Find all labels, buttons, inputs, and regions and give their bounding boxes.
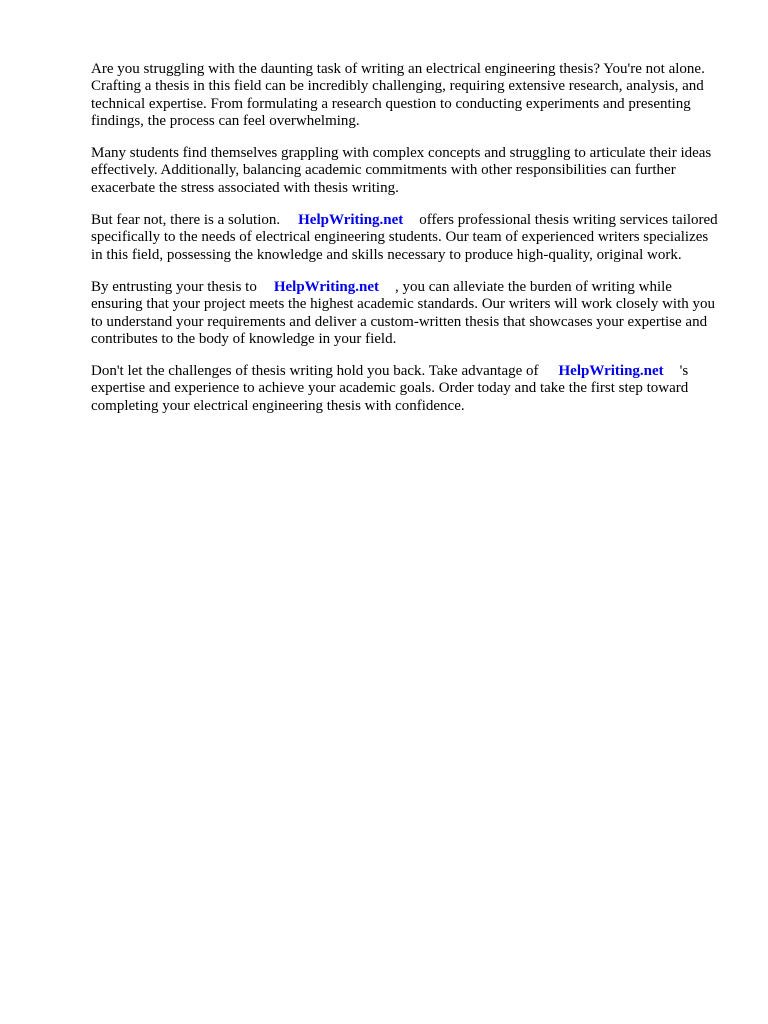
paragraph-solution: [91, 212, 721, 264]
paragraph-text: Don't let the challenges of thesis writing hold you back. Take advantage of: [91, 363, 539, 380]
paragraph-intro: Are you struggling with the daunting task of writing an electrical engineering thesis? You're not alone. Crafting a thesis in this field can be incredibly challenging, requiring extensive research, analysis, and technical expertise. From formulating a research question to conducting experiments and presenting findings, the process can feel overwhelming.: [91, 61, 705, 129]
helpwriting-link[interactable]: HelpWriting.net: [298, 212, 404, 229]
paragraph-text: , you can alleviate the burden of writing while ensuring that your project meets the highest academic standards. Our writers will work closely with you to understand your requirements and deliver a custom-written thesis that showcases your expertise and contributes to the body of knowledge in your field.: [91, 278, 716, 347]
paragraph-closing: [91, 363, 721, 415]
paragraph-text: 's expertise and experience to achieve your academic goals. Order today and take the first step toward completing your electrical engineering thesis with confidence.: [91, 363, 689, 414]
paragraph-text: By entrusting your thesis to: [91, 278, 257, 295]
paragraph-text: offers professional thesis writing services tailored specifically to the needs of electrical engineering students. Our team of experienced writers specializes in this field, possessing the knowledge and skills necessary to produce high-quality, original work.: [91, 212, 718, 263]
paragraph-text: But fear not, there is a solution.: [91, 212, 281, 229]
document-body: [91, 61, 721, 430]
paragraph-entrusting: [91, 279, 721, 348]
helpwriting-link[interactable]: HelpWriting.net: [558, 363, 664, 380]
helpwriting-link[interactable]: HelpWriting.net: [273, 278, 379, 295]
paragraph-challenges: Many students find themselves grappling with complex concepts and struggling to articulate their ideas effectively. Additionally, balancing academic commitments with other responsibilities can further exacerbate the stress associated with thesis writing.: [91, 145, 712, 196]
